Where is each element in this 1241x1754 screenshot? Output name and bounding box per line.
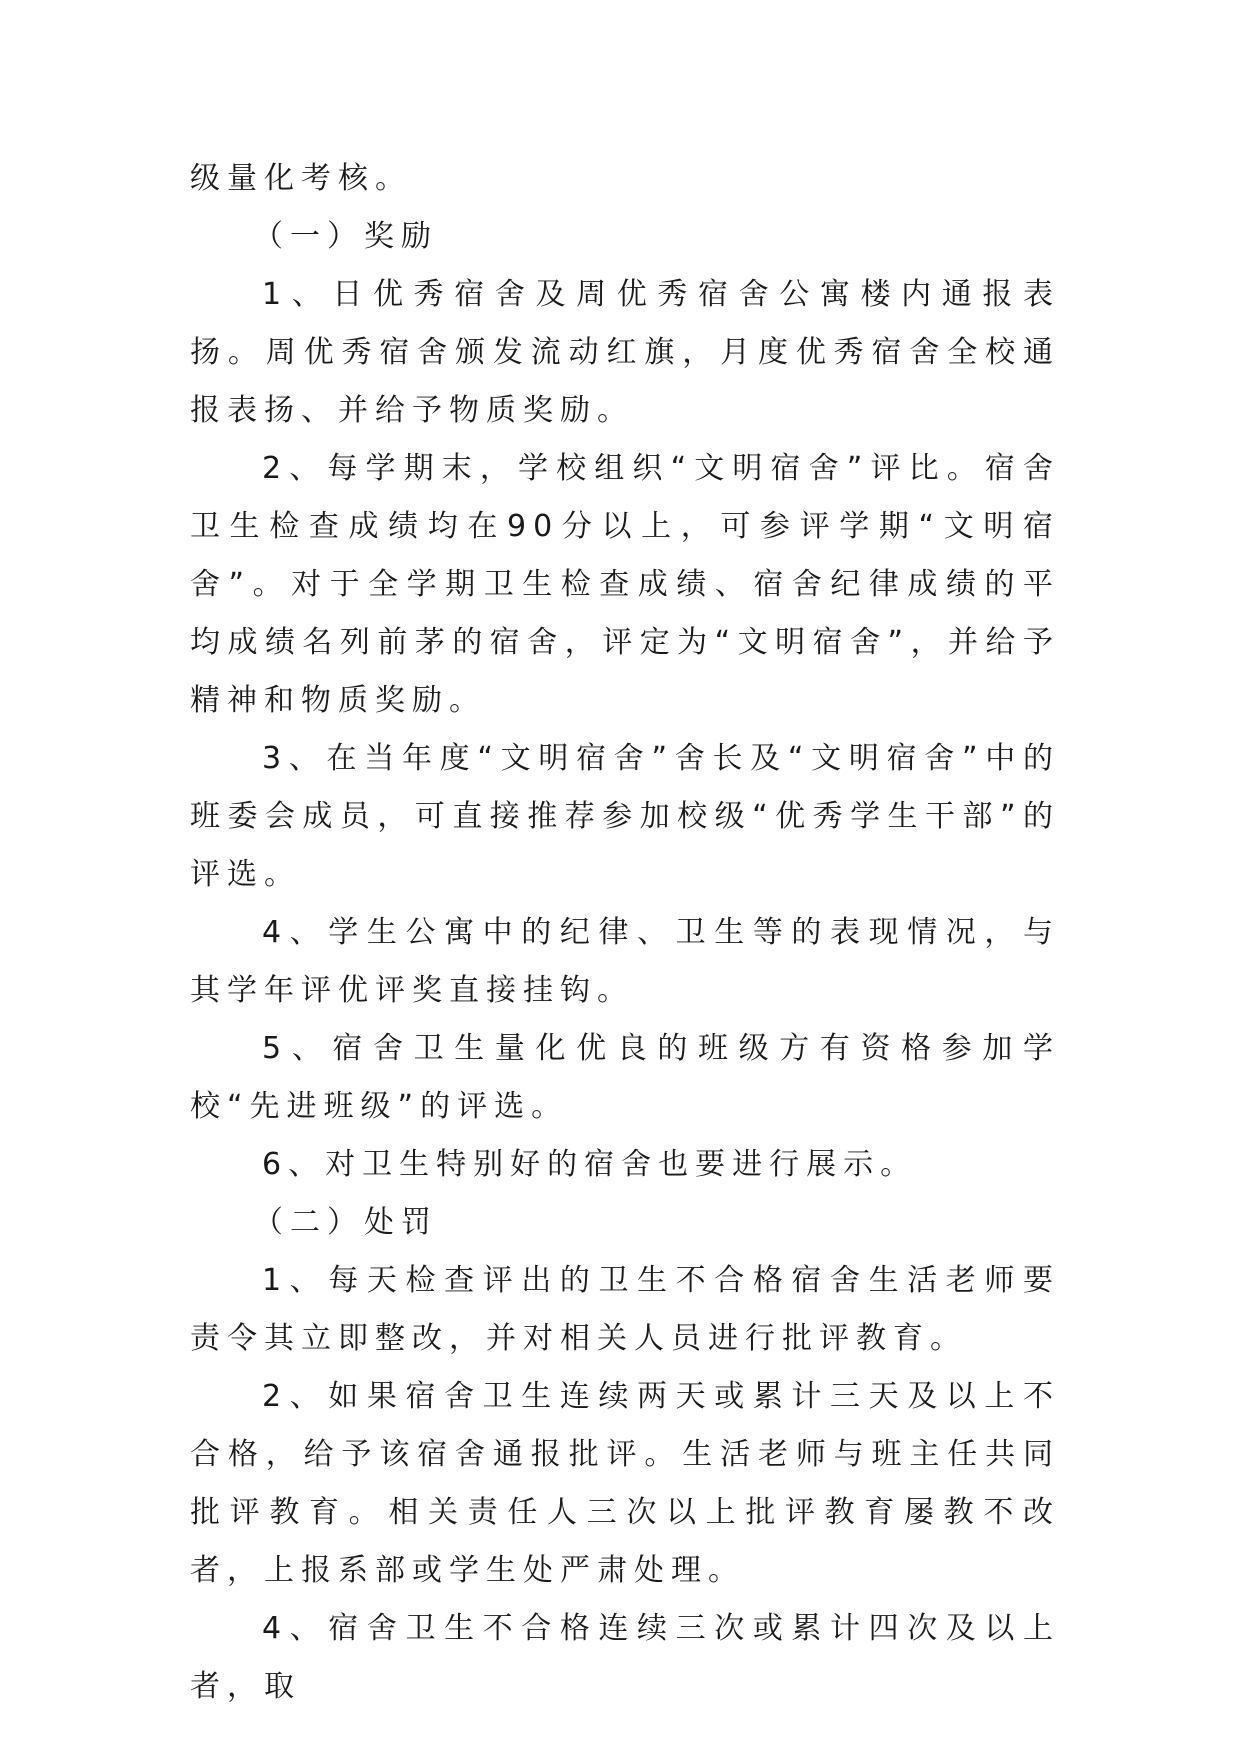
reward-item-1: 1、日优秀宿舍及周优秀宿舍公寓楼内通报表扬。周优秀宿舍颁发流动红旗，月度优秀宿舍全校通报表扬、并给予物质奖励。 <box>190 277 1060 428</box>
reward-item-3: 3、在当年度“文明宿舍”舍长及“文明宿舍”中的班委会成员，可直接推荐参加校级“优秀学生干部”的评选。 <box>190 741 1060 892</box>
penalty-item-1: 1、每天检查评出的卫生不合格宿舍生活老师要责令其立即整改，并对相关人员进行批评教育。 <box>190 1263 1060 1356</box>
reward-item-2: 2、每学期末，学校组织“文明宿舍”评比。宿舍卫生检查成绩均在90分以上，可参评学期“文明宿舍”。对于全学期卫生检查成绩、宿舍纪律成绩的平均成绩名列前茅的宿舍，评定为“文明宿舍”，并给予精神和物质奖励。 <box>190 451 1060 718</box>
section-heading-rewards: （一）奖励 <box>253 219 438 254</box>
penalty-item-4: 4、宿舍卫生不合格连续三次或累计四次及以上者，取 <box>190 1611 1060 1704</box>
penalty-item-2: 2、如果宿舍卫生连续两天或累计三天及以上不合格，给予该宿舍通报批评。生活老师与班主任共同批评教育。相关责任人三次以上批评教育屡教不改者，上报系部或学生处严肃处理。 <box>190 1379 1060 1588</box>
document-body <box>190 150 1060 1716</box>
reward-item-4: 4、学生公寓中的纪律、卫生等的表现情况，与其学年评优评奖直接挂钩。 <box>190 915 1060 1008</box>
reward-item-6: 6、对卫生特别好的宿舍也要进行展示。 <box>262 1147 918 1182</box>
paragraph-continuation: 级量化考核。 <box>190 161 412 196</box>
section-heading-penalties: （二）处罚 <box>253 1205 438 1240</box>
reward-item-5: 5、宿舍卫生量化优良的班级方有资格参加学校“先进班级”的评选。 <box>190 1031 1060 1124</box>
